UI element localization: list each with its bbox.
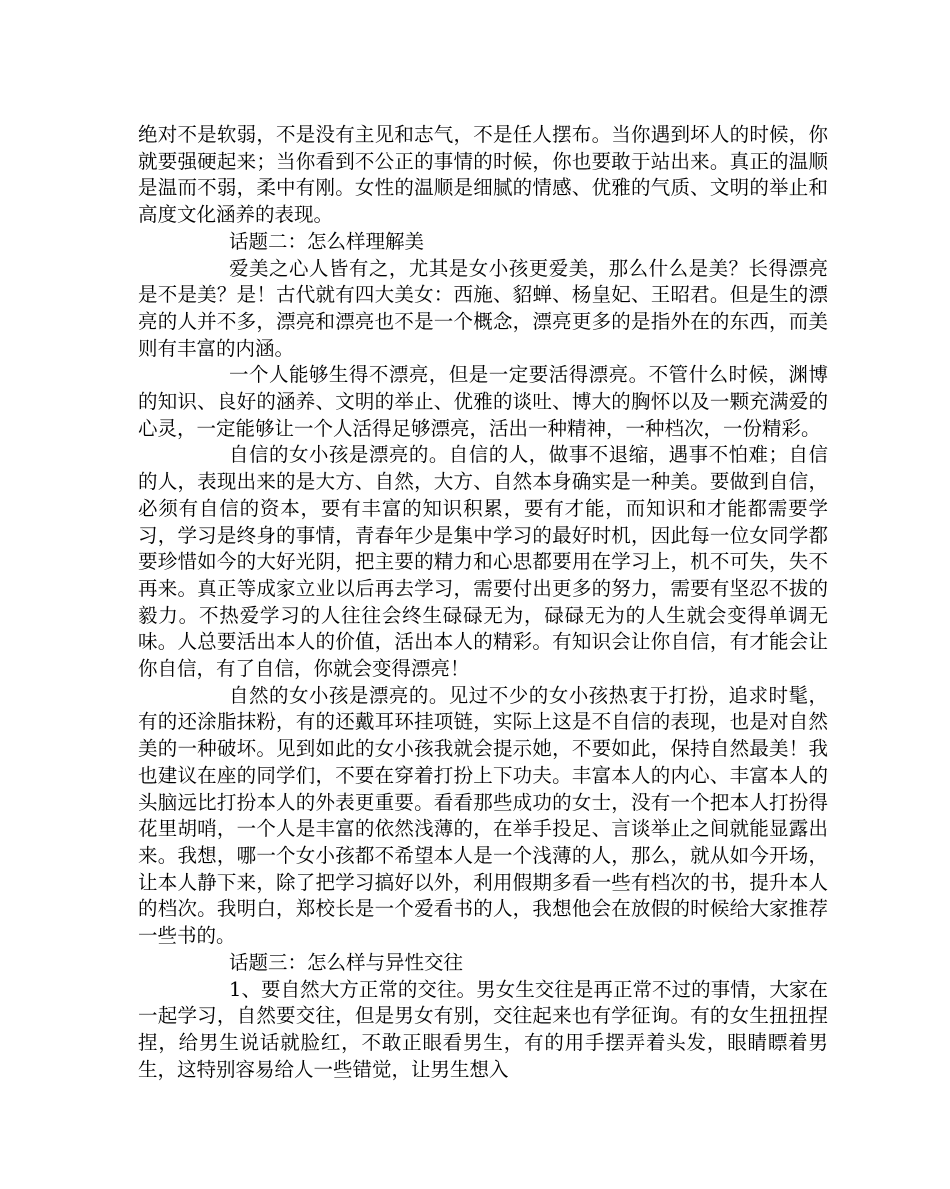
topic-three-heading: 话题三：怎么样与异性交往 xyxy=(229,950,464,974)
topic-two-heading: 话题二：怎么样理解美 xyxy=(229,229,425,253)
paragraph-confident-girls: 自信的女小孩是漂亮的。自信的人，做事不退缩，遇事不怕难；自信的人，表现出来的是大方、自然，大方、自然本身确实是一种美。要做到自信，必须有自信的资本，要有丰富的知识积累，要有才能，而知识和才能都需要学习，学习是终身的事情，青春年少是集中学习的最好时机，因此每一位女同学都要珍惜如今的大好光阴，把主要的精力和心思都要用在学习上，机不可失，失不再来。真正等成家立业以后再去学习，需要付出更多的努力，需要有坚忍不拔的毅力。不热爱学习的人往往会终生碌碌无为，碌碌无为的人生就会变得单调无味。人总要活出本人的价值，活出本人的精彩。有知识会让你自信，有才能会让你自信，有了自信，你就会变得漂亮！ xyxy=(138,443,828,681)
paragraph-natural-girls: 自然的女小孩是漂亮的。见过不少的女小孩热衷于打扮，追求时髦，有的还涂脂抹粉，有的还戴耳环挂项链，实际上这是不自信的表现，也是对自然美的一种破坏。见到如此的女小孩我就会提示她，不要如此，保持自然最美！我也建议在座的同学们，不要在穿着打扮上下功夫。丰富本人的内心、丰富本人的头脑远比打扮本人的外表更重要。看看那些成功的女士，没有一个把本人打扮得花里胡哨，一个人是丰富的依然浅薄的，在举手投足、言谈举止之间就能显露出来。我想，哪一个女小孩都不希望本人是一个浅薄的人，那么，就从如今开场，让本人静下来，除了把学习搞好以外，利用假期多看一些有档次的书，提升本人的档次。我明白，郑校长是一个爱看书的人，我想他会在放假的时候给大家推荐一些书的。 xyxy=(138,683,828,948)
paragraph-live-beautifully: 一个人能够生得不漂亮，但是一定要活得漂亮。不管什么时候，渊博的知识、良好的涵养、文明的举止、优雅的谈吐、博大的胸怀以及一颗充满爱的心灵，一定能够让一个人活得足够漂亮，活出一种精神，一种档次，一份精彩。 xyxy=(138,363,828,440)
paragraph-opposite-sex-interaction: 1、要自然大方正常的交往。男女生交往是再正常不过的事情，大家在一起学习，自然要交往，但是男女有别，交往起来也有学征询。有的女生扭扭捏捏，给男生说话就脸红，不敢正眼看男生，有的用手摆弄着头发，眼睛瞟着男生，这特别容易给人一些错觉，让男生想入 xyxy=(138,977,828,1081)
paragraph-love-of-beauty: 爱美之心人皆有之，尤其是女小孩更爱美，那么什么是美？长得漂亮是不是美？是！古代就有四大美女：西施、貂蝉、杨皇妃、王昭君。但是生的漂亮的人并不多，漂亮和漂亮也不是一个概念，漂亮更多的是指外在的东西，而美则有丰富的内涵。 xyxy=(138,256,828,360)
document-body xyxy=(138,122,828,1083)
paragraph-gentleness-conclusion: 绝对不是软弱，不是没有主见和志气，不是任人摆布。当你遇到坏人的时候，你就要强硬起来；当你看到不公正的事情的时候，你也要敢于站出来。真正的温顺是温而不弱，柔中有刚。女性的温顺是细腻的情感、优雅的气质、文明的举止和高度文化涵养的表现。 xyxy=(138,123,828,227)
